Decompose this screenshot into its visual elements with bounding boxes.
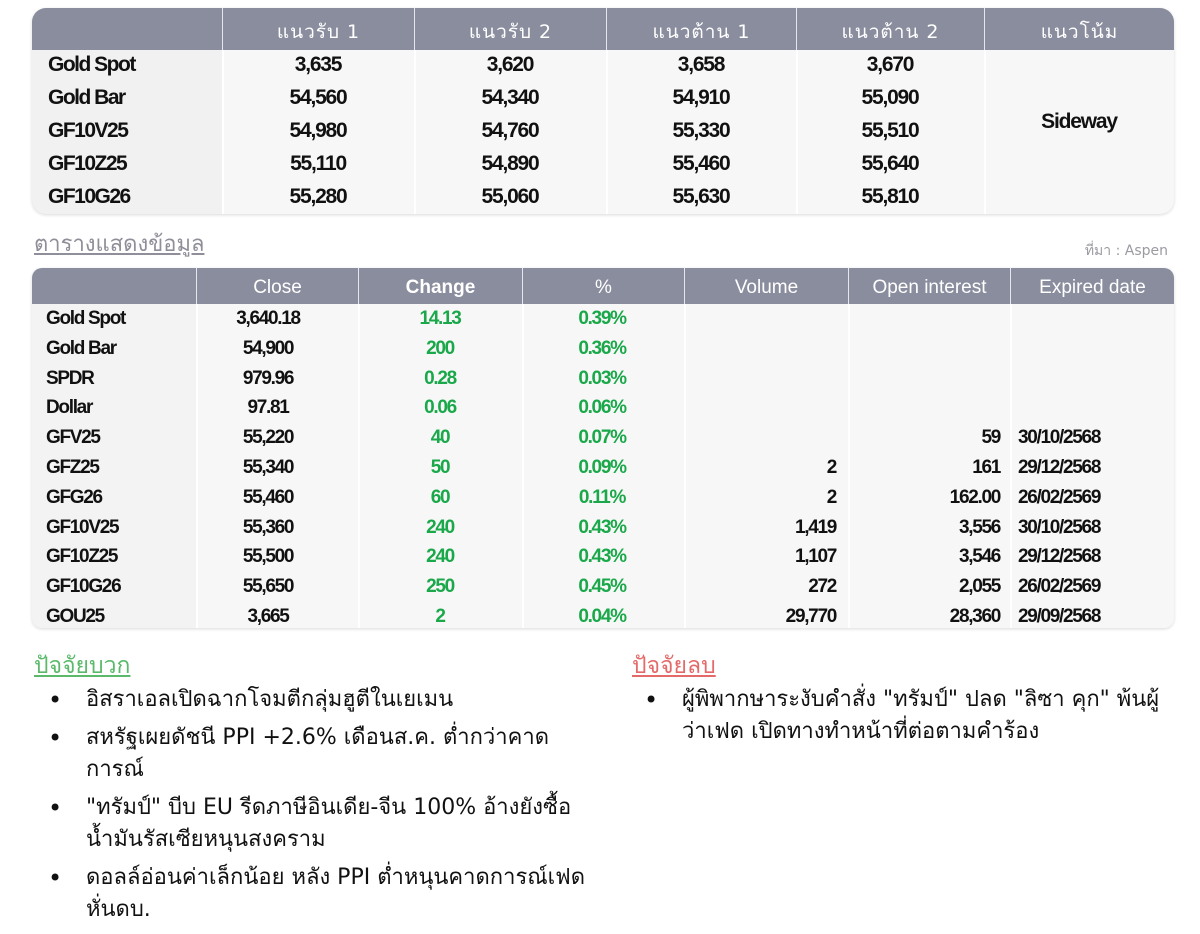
dt-cell-change: 240 (426, 546, 454, 568)
negative-factors-list (636, 684, 1166, 754)
table-row (32, 364, 1174, 394)
list-item: • อิสราเอลเปิดฉากโจมตีกลุ่มฮูตีในเยเมน (40, 684, 590, 716)
dt-cell-pct: 0.04% (578, 606, 626, 627)
list-item: • ผู้พิพากษาระงับคำสั่ง "ทรัมป์" ปลด "ลิซา คุก" พ้นผู้ว่าเฟด เปิดทางทำหน้าที่ต่อตามคำร้อง (636, 684, 1166, 748)
table-caption: ตารางแสดงข้อมูล (34, 232, 205, 257)
dt-cell-name: Dollar (46, 397, 93, 419)
positive-factors-list (40, 684, 590, 932)
dt-cell-oi: 3,556 (958, 516, 1000, 538)
sr-row (32, 48, 1174, 81)
dt-cell-close: 3,665 (247, 606, 289, 627)
sr-cell-s2: 3,620 (486, 53, 534, 76)
list-item: • "ทรัมป์" บีบ EU รีดภาษีอินเดีย-จีน 100% อ้างยังซื้อน้ำมันรัสเซียหนุนสงคราม (40, 792, 590, 856)
sr-cell-r2: 3,670 (866, 53, 914, 76)
dt-cell-expired: 30/10/2568 (1018, 427, 1101, 449)
dt-header-close: Close (196, 268, 358, 304)
sr-cell-s2: 54,340 (481, 86, 539, 109)
dt-cell-oi: 161 (972, 457, 1000, 478)
dt-cell-volume: 272 (808, 576, 836, 598)
dt-cell-change: 0.28 (424, 367, 456, 389)
dt-cell-close: 55,360 (242, 516, 294, 538)
dt-cell-pct: 0.07% (578, 427, 626, 449)
dt-cell-pct: 0.36% (578, 337, 626, 359)
dt-table-header (32, 268, 1174, 304)
dt-cell-volume: 29,770 (785, 606, 836, 627)
dt-cell-name: SPDR (46, 367, 94, 389)
dt-cell-expired: 26/02/2569 (1018, 486, 1101, 508)
sr-cell-s2: 54,890 (481, 152, 539, 175)
sr-cell-s1: 3,635 (294, 53, 342, 76)
dt-cell-close: 55,220 (242, 427, 294, 449)
sr-cell-s2: 54,760 (481, 119, 539, 142)
dt-cell-pct: 0.43% (578, 546, 626, 568)
dt-cell-close: 97.81 (247, 397, 289, 419)
positive-factors-title: ปัจจัยบวก (34, 653, 131, 679)
dt-cell-oi: 28,360 (949, 606, 1000, 627)
table-row (32, 483, 1174, 513)
dt-cell-close: 979.96 (242, 367, 294, 389)
dt-cell-expired: 30/10/2568 (1018, 516, 1101, 538)
sr-header-s1: แนวรับ 1 (222, 8, 414, 50)
sr-cell-s1: 54,980 (289, 119, 347, 142)
dt-cell-pct: 0.03% (578, 367, 626, 389)
dt-cell-expired: 29/12/2568 (1018, 457, 1101, 478)
list-item: • สหรัฐเผยดัชนี PPI +2.6% เดือนส.ค. ต่ำกว่าคาดการณ์ (40, 722, 590, 786)
dt-cell-change: 60 (430, 486, 450, 508)
dt-cell-close: 55,460 (242, 486, 294, 508)
dt-header-volume: Volume (684, 268, 848, 304)
dt-cell-close: 54,900 (242, 337, 294, 359)
dt-cell-change: 200 (426, 337, 454, 359)
dt-cell-change: 0.06 (424, 397, 456, 419)
dt-cell-change: 50 (430, 457, 450, 478)
sr-row (32, 180, 1174, 213)
list-item: • ดอลล์อ่อนค่าเล็กน้อย หลัง PPI ต่ำหนุนคาดการณ์เฟดหั่นดบ. (40, 862, 590, 926)
sr-cell-r1: 3,658 (677, 53, 725, 76)
support-resistance-table (32, 8, 1174, 214)
dt-cell-oi: 3,546 (958, 546, 1000, 568)
sr-header-r2: แนวต้าน 2 (796, 8, 984, 50)
table-row (32, 393, 1174, 423)
sr-row-name: Gold Spot (48, 53, 135, 76)
sr-cell-r2: 55,810 (861, 185, 919, 208)
sr-header-r1: แนวต้าน 1 (606, 8, 796, 50)
sr-cell-r2: 55,640 (861, 152, 919, 175)
dt-cell-close: 55,500 (242, 546, 294, 568)
dt-cell-volume: 2 (826, 486, 836, 508)
table-row (32, 513, 1174, 543)
table-row (32, 453, 1174, 483)
negative-factors-title: ปัจจัยลบ (632, 653, 716, 679)
dt-cell-change: 240 (426, 516, 454, 538)
dt-cell-name: GOU25 (46, 606, 104, 627)
dt-cell-expired: 29/12/2568 (1018, 546, 1101, 568)
dt-cell-name: Gold Bar (46, 337, 116, 359)
table-row (32, 542, 1174, 572)
sr-cell-s1: 55,280 (289, 185, 347, 208)
sr-row-name: GF10G26 (48, 185, 130, 208)
sr-cell-r2: 55,510 (861, 119, 919, 142)
dt-header-change: Change (358, 268, 522, 304)
dt-cell-name: GFV25 (46, 427, 100, 449)
table-row (32, 334, 1174, 364)
sr-cell-s1: 54,560 (289, 86, 347, 109)
sr-cell-r1: 54,910 (672, 86, 730, 109)
dt-cell-change: 14.13 (419, 308, 461, 329)
table-row (32, 423, 1174, 453)
dt-cell-close: 55,340 (242, 457, 294, 478)
dt-cell-close: 3,640.18 (236, 308, 300, 329)
dt-cell-pct: 0.06% (578, 397, 626, 419)
data-source: ที่มา : Aspen (1084, 243, 1168, 259)
dt-cell-name: GFZ25 (46, 457, 99, 478)
sr-row (32, 147, 1174, 180)
dt-cell-pct: 0.39% (578, 308, 626, 329)
dt-cell-close: 55,650 (242, 576, 294, 598)
dt-cell-oi: 59 (981, 427, 1000, 449)
dt-cell-volume: 1,107 (794, 546, 836, 568)
dt-cell-oi: 162.00 (949, 486, 1000, 508)
sr-row-name: GF10V25 (48, 119, 128, 142)
dt-cell-name: GF10G26 (46, 576, 121, 598)
sr-row-name: Gold Bar (48, 86, 125, 109)
table-row (32, 602, 1174, 628)
dt-cell-change: 40 (430, 427, 450, 449)
dt-cell-pct: 0.45% (578, 576, 626, 598)
dt-cell-pct: 0.11% (578, 486, 626, 508)
sr-header-s2: แนวรับ 2 (414, 8, 606, 50)
dt-header-oi: Open interest (848, 268, 1010, 304)
dt-header-pct: % (522, 268, 684, 304)
dt-cell-expired: 26/02/2569 (1018, 576, 1101, 598)
sr-cell-r2: 55,090 (861, 86, 919, 109)
dt-cell-volume: 2 (826, 457, 836, 478)
sr-cell-r1: 55,330 (672, 119, 730, 142)
dt-cell-name: GF10Z25 (46, 546, 118, 568)
table-row (32, 304, 1174, 334)
sr-cell-s2: 55,060 (481, 185, 539, 208)
dt-cell-volume: 1,419 (794, 516, 836, 538)
dt-cell-name: Gold Spot (46, 308, 126, 329)
sr-table-header (32, 8, 1174, 50)
dt-cell-change: 250 (426, 576, 454, 598)
market-data-table (32, 268, 1174, 628)
trend-value: Sideway (1041, 110, 1117, 133)
dt-cell-oi: 2,055 (958, 576, 1000, 598)
table-row (32, 572, 1174, 602)
sr-cell-s1: 55,110 (290, 152, 346, 175)
sr-row-name: GF10Z25 (48, 152, 127, 175)
sr-cell-r1: 55,630 (672, 185, 730, 208)
dt-cell-name: GF10V25 (46, 516, 119, 538)
dt-cell-name: GFG26 (46, 486, 102, 508)
dt-cell-pct: 0.09% (578, 457, 626, 478)
sr-cell-r1: 55,460 (672, 152, 730, 175)
sr-header-trend: แนวโน้ม (984, 8, 1174, 50)
dt-header-expired: Expired date (1010, 268, 1174, 304)
dt-cell-pct: 0.43% (578, 516, 626, 538)
dt-cell-expired: 29/09/2568 (1018, 606, 1101, 627)
dt-cell-change: 2 (435, 606, 445, 627)
